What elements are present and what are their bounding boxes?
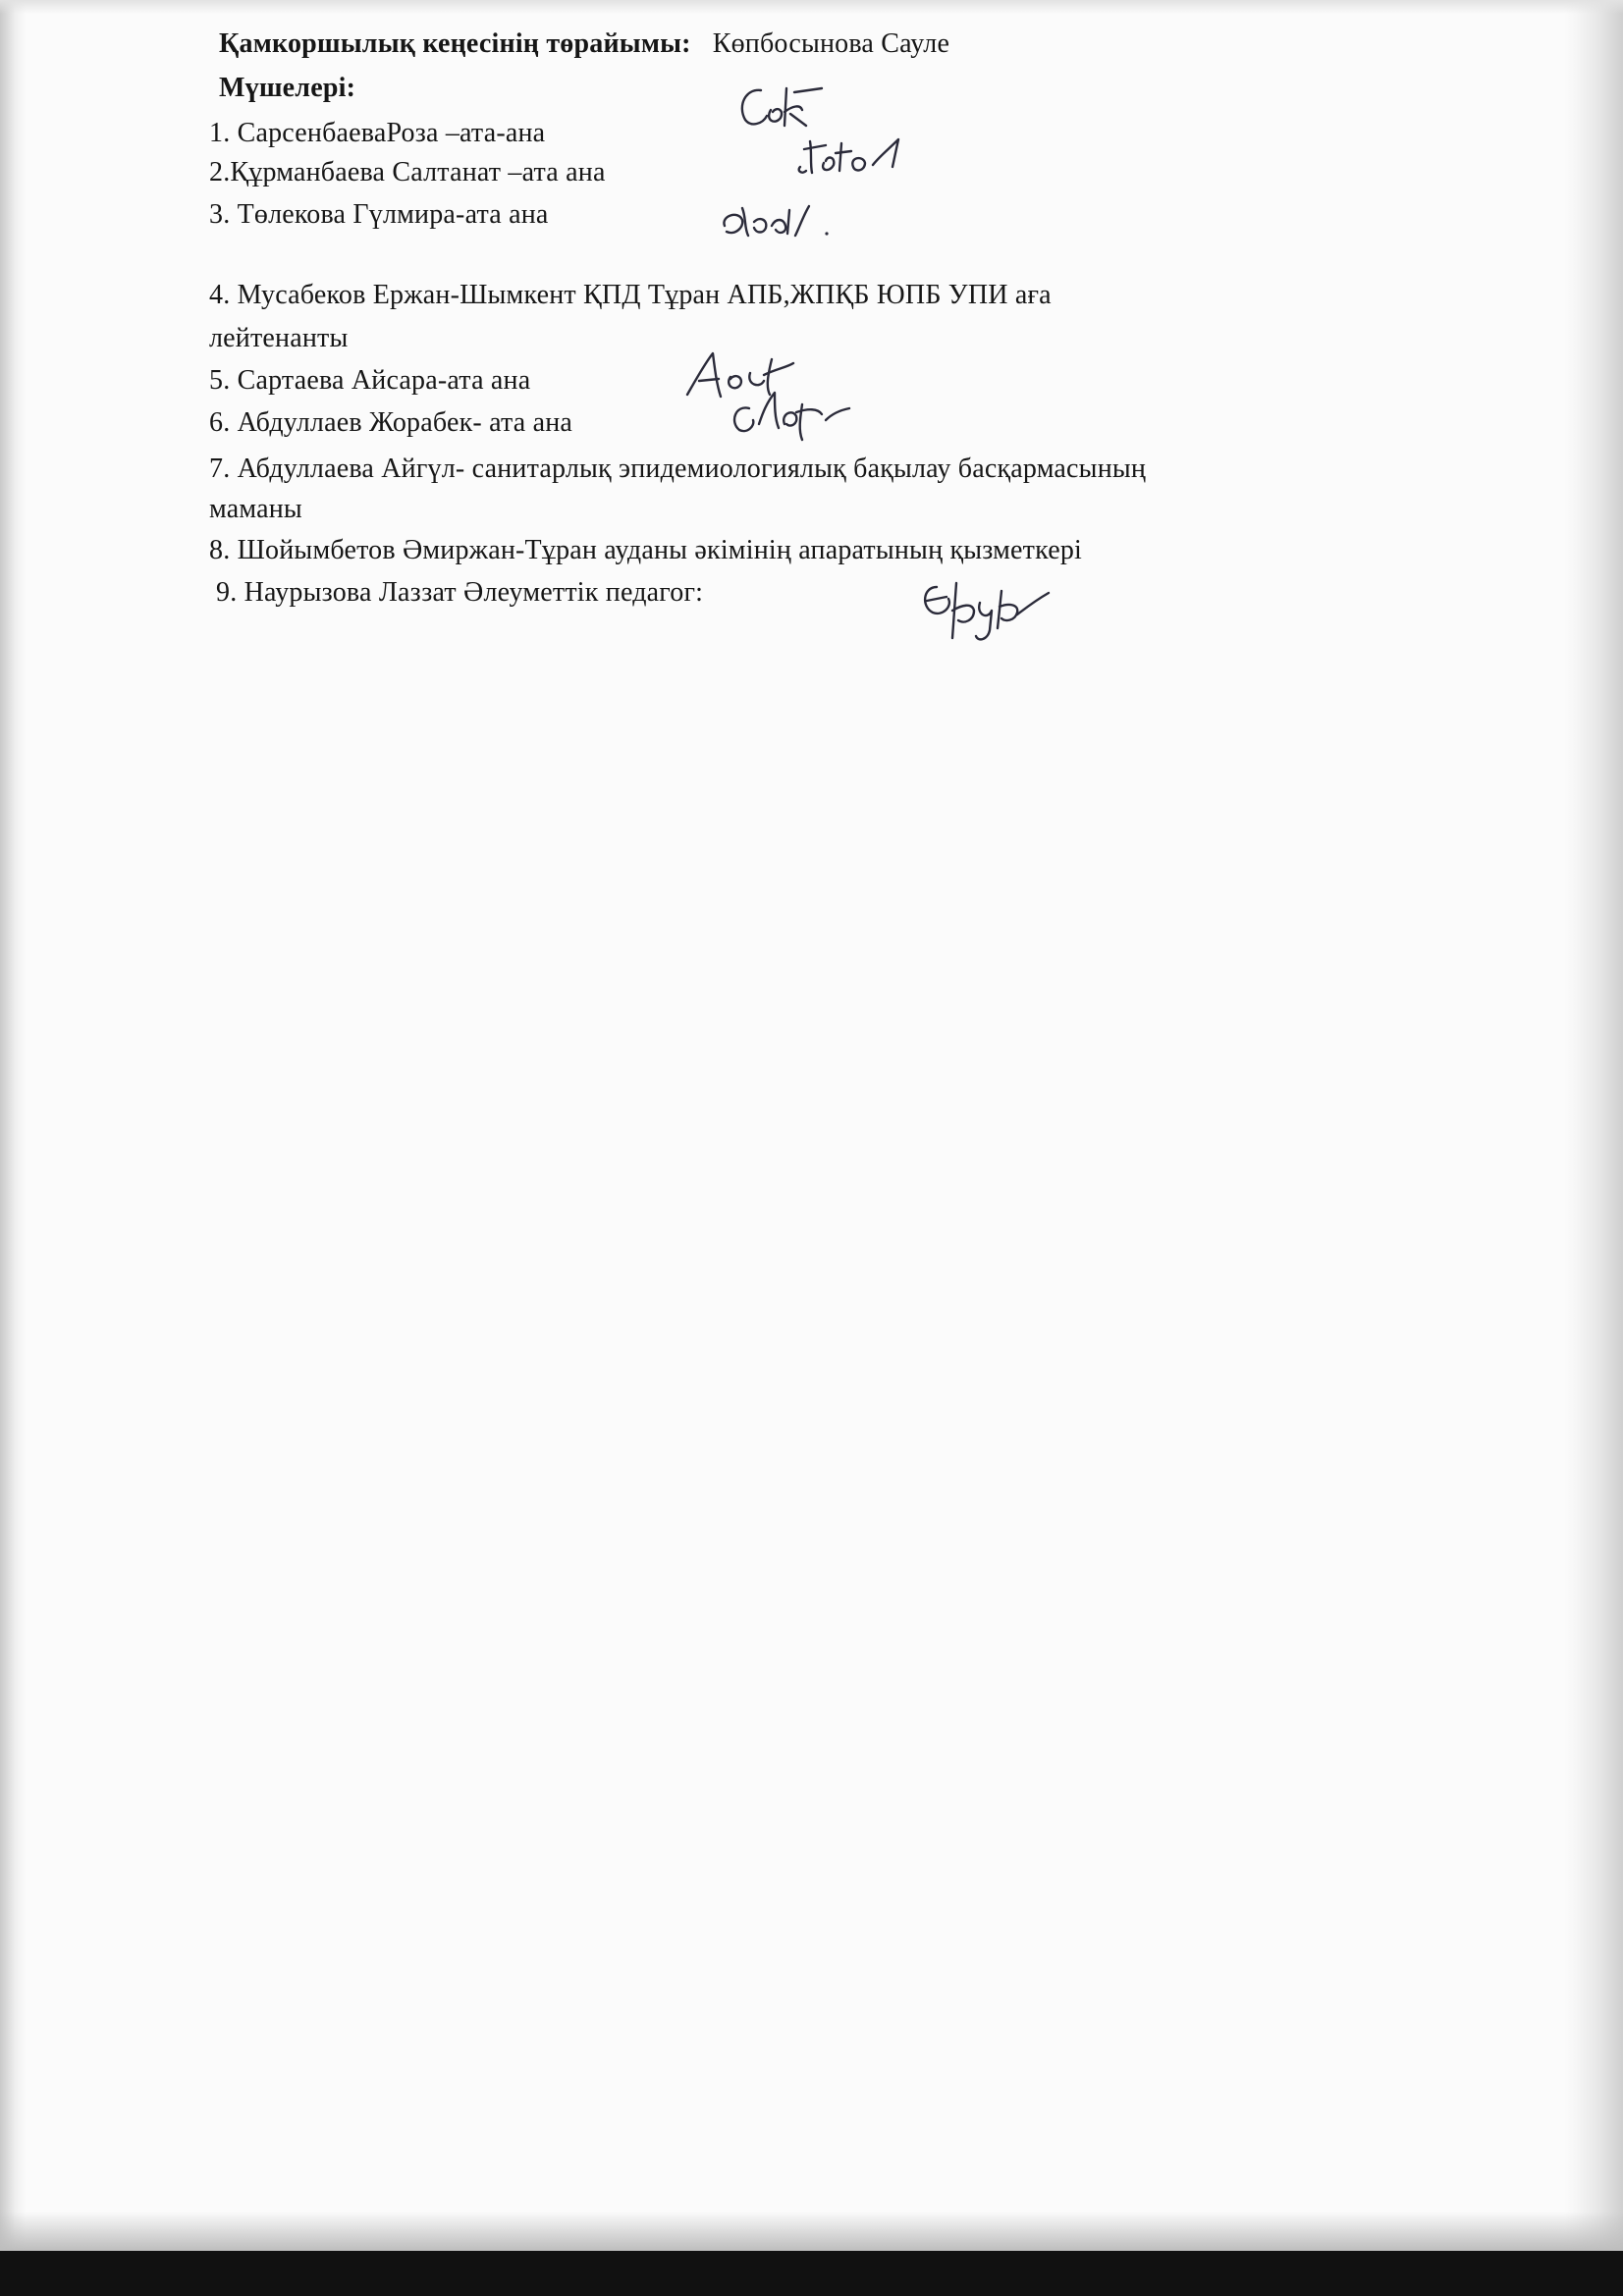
- signature-9: [913, 567, 1060, 656]
- signature-3: [717, 196, 854, 245]
- members-heading: Мүшелері:: [219, 73, 356, 103]
- scan-edge-left: [0, 0, 26, 2296]
- member-item-6: 6. Абдуллаев Жорабек- ата ана: [209, 407, 573, 438]
- chair-label: Қамкоршылық кеңесінің төрайымы:: [219, 28, 691, 59]
- member-item-7: 7. Абдуллаева Айгүл- санитарлық эпидемиологиялық бақылау басқармасының: [209, 454, 1147, 484]
- member-item-4: 4. Мусабеков Ержан-Шымкент ҚПД Тұран АПБ,ЖПҚБ ЮПБ УПИ аға: [209, 280, 1052, 310]
- member-item-1: 1. СарсенбаеваРоза –ата-ана: [209, 118, 546, 148]
- member-item-8: 8. Шойымбетов Әмиржан-Тұран ауданы әкімінің апаратының қызметкері: [209, 535, 1083, 565]
- member-item-7-continuation: маманы: [209, 494, 302, 524]
- scan-edge-bottom-shadow: [0, 2212, 1623, 2251]
- chair-name: Көпбосынова Сауле: [712, 28, 950, 59]
- scan-edge-top: [0, 0, 1623, 14]
- member-item-4-continuation: лейтенанты: [209, 323, 349, 353]
- member-item-5: 5. Сартаева Айсара-ата ана: [209, 365, 531, 396]
- member-item-2: 2.Құрманбаева Салтанат –ата ана: [209, 157, 606, 187]
- member-item-3: 3. Төлекова Гүлмира-ата ана: [209, 199, 549, 230]
- member-item-9: 9. Наурызова Лаззат Әлеуметтік педагог:: [216, 577, 704, 608]
- scan-edge-right: [1564, 0, 1623, 2296]
- signature-6: [724, 385, 861, 444]
- scan-edge-bottom: [0, 2251, 1623, 2296]
- chair-line: [219, 28, 949, 60]
- signature-2: [790, 128, 928, 187]
